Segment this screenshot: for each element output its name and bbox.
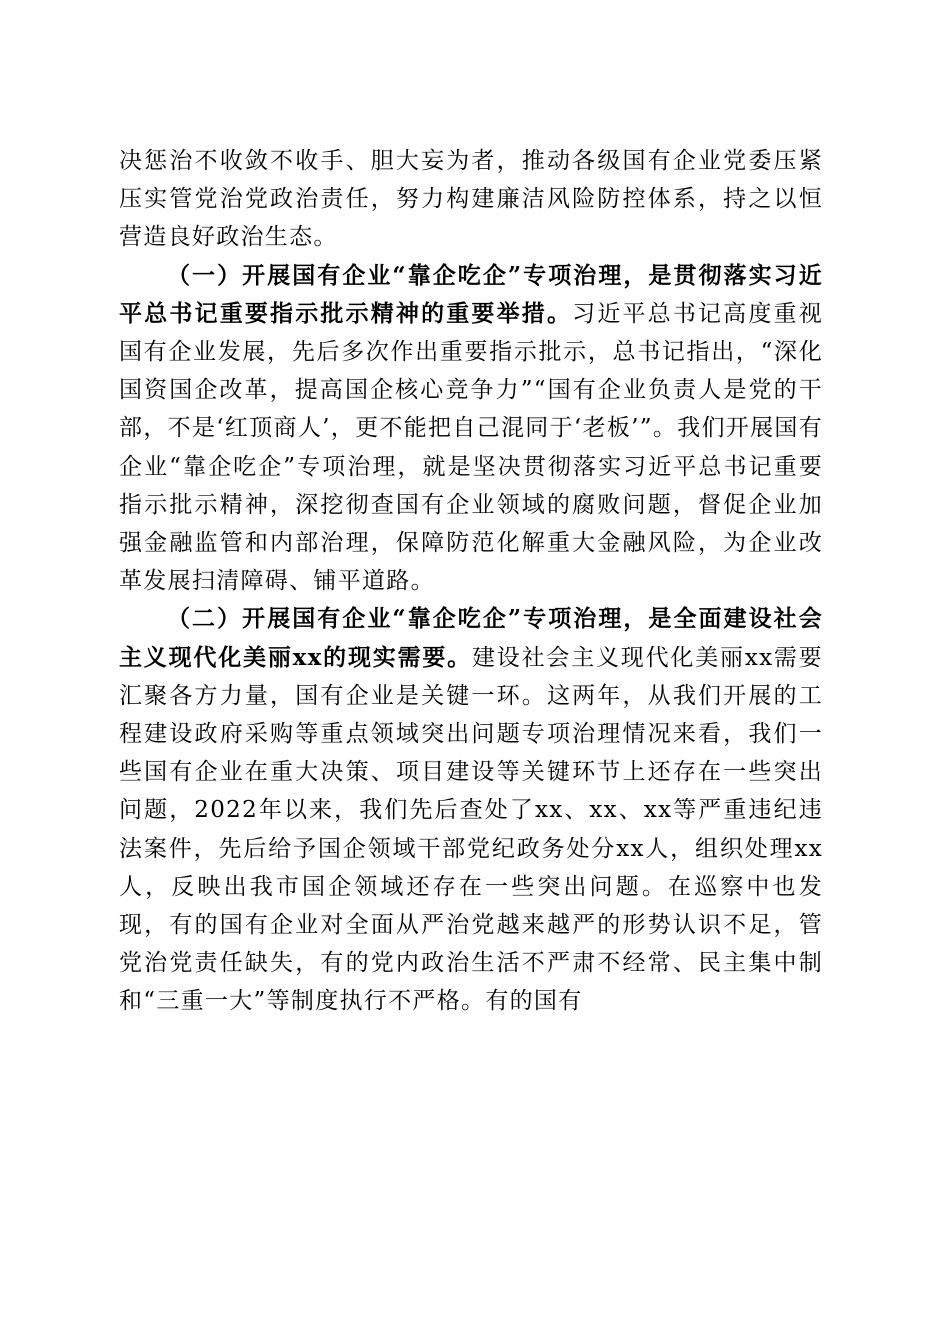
section-2-heading: （二）开展国有企业“靠企吃企”专项治理，是全面建设社会主义现代化美丽xx的现实需要。 <box>119 605 823 671</box>
paragraph-text: 决惩治不收敛不收手、胆大妄为者，推动各级国有企业党委压紧压实管党治党政治责任，努力构建廉洁风险防控体系，持之以恒营造良好政治生态。 <box>119 148 823 251</box>
document-body <box>119 142 823 1021</box>
paragraph-text: 建设社会主义现代化美丽xx需要汇聚各方力量，国有企业是关键一环。这两年，从我们开展的工程建设政府采购等重点领域突出问题专项治理情况来看，我们一些国有企业在重大决策、项目建设等关键环节上还存在一些突出问题，2022年以来，我们先后查处了xx、xx、xx等严重违纪违法案件，先后给予国企领域干部党纪政务处分xx人，组织处理xx人，反映出我市国企领域还存在一些突出问题。在巡察中也发现，有的国有企业对全面从严治党越来越严的形势认识不足，管党治党责任缺失，有的党内政治生活不严肃不经常、民主集中制和“三重一大”等制度执行不严格。有的国有 <box>119 644 823 1015</box>
paragraph-continued <box>119 142 823 257</box>
paragraph-section-2 <box>119 600 823 1020</box>
section-1-heading: （一）开展国有企业“靠企吃企”专项治理，是贯彻落实习近平总书记重要指示批示精神的重要举措。 <box>119 261 823 327</box>
paragraph-text: 习近平总书记高度重视国有企业发展，先后多次作出重要指示批示，总书记指出，“深化国资国企改革，提高国企核心竞争力”“国有企业负责人是党的干部，不是‘红顶商人’，更不能把自己混同于‘老板’”。我们开展国有企业“靠企吃企”专项治理，就是坚决贯彻落实习近平总书记重要指示批示精神，深挖彻查国有企业领域的腐败问题，督促企业加强金融监管和内部治理，保障防范化解重大金融风险，为企业改革发展扫清障碍、铺平道路。 <box>119 300 824 595</box>
paragraph-section-1 <box>119 257 823 601</box>
